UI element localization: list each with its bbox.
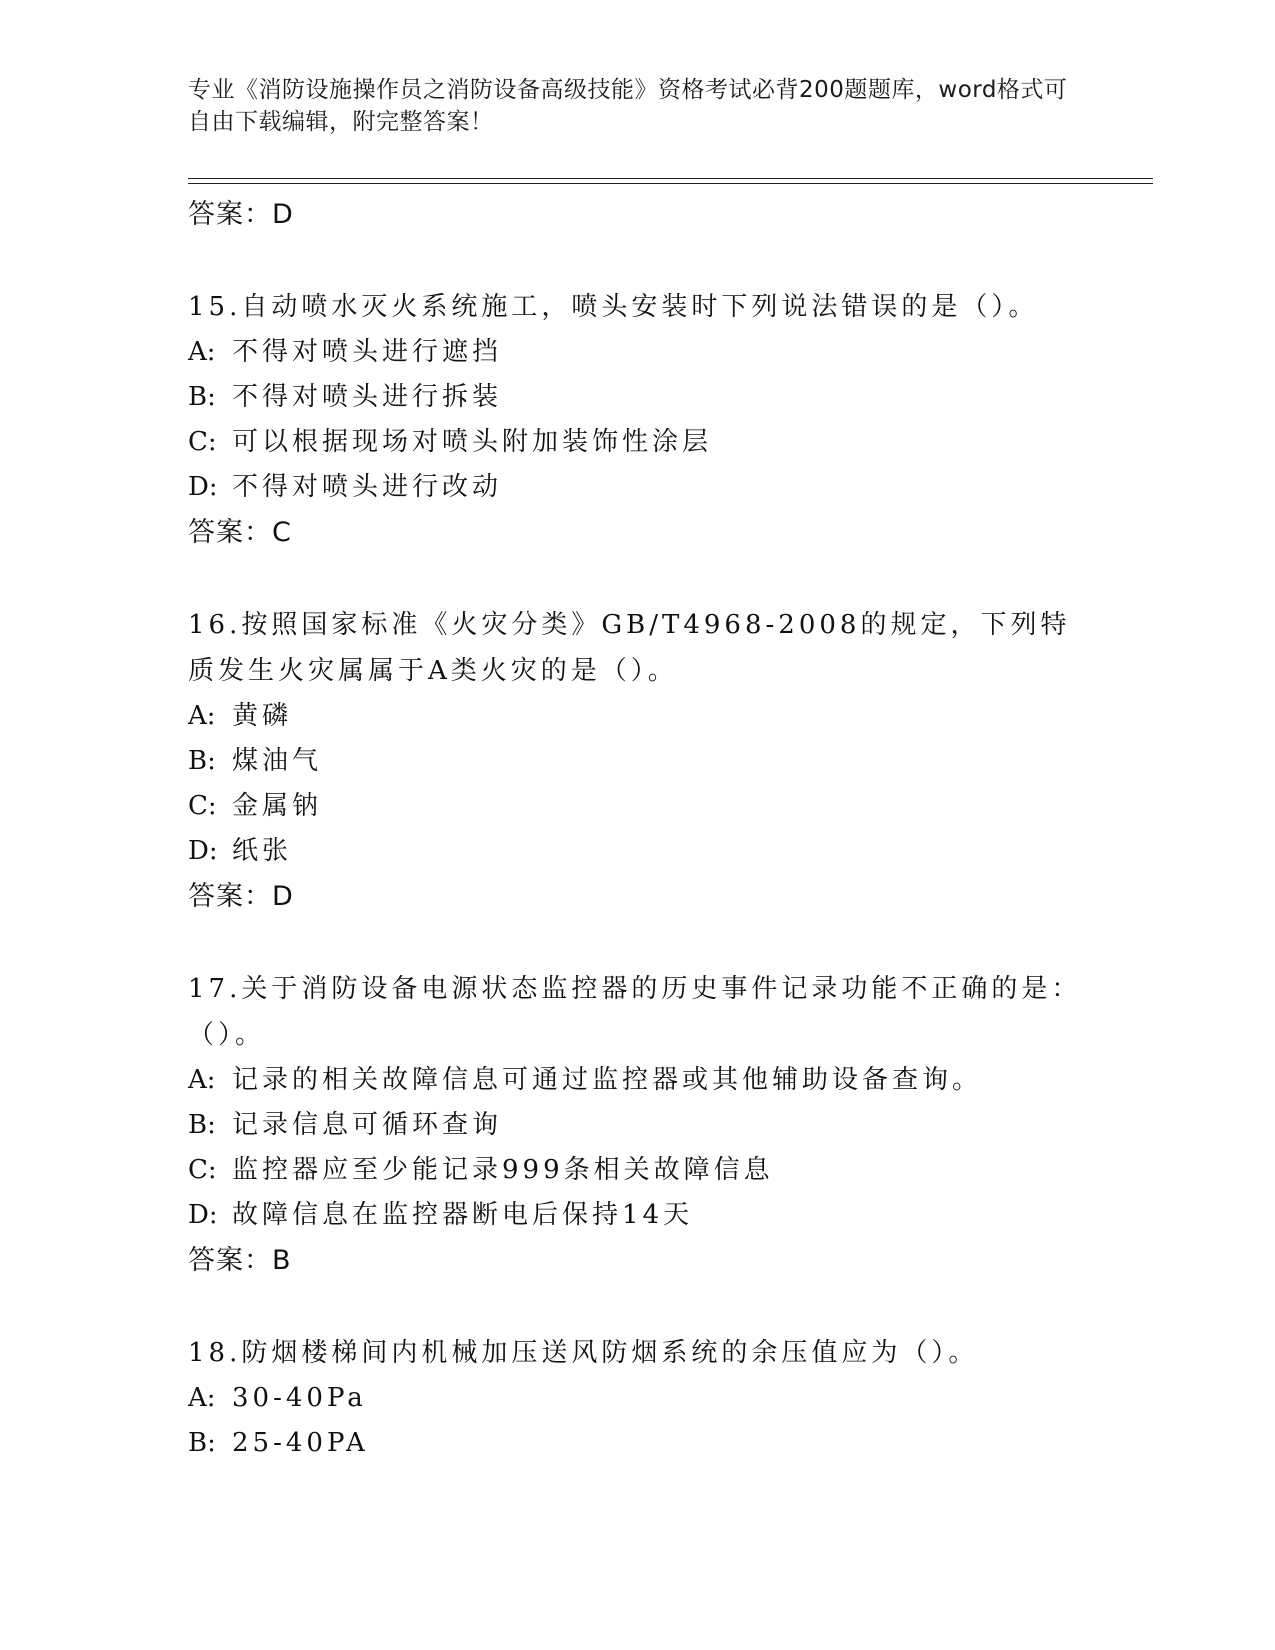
option-d — [188, 1193, 1088, 1238]
option-b — [188, 1103, 1088, 1148]
option-a — [188, 1376, 1088, 1421]
option-letter: C: — [188, 1155, 217, 1185]
document-header: 专业《消防设施操作员之消防设备高级技能》资格考试必背200题题库，word格式可自由下载编辑，附完整答案！ — [188, 77, 1068, 135]
spacer — [188, 1284, 1088, 1330]
option-letter: A: — [188, 701, 216, 731]
spacer — [188, 920, 1088, 966]
option-text: 煤油气 — [232, 746, 323, 776]
option-c — [188, 1148, 1088, 1193]
option-text: 25-40PA — [232, 1428, 369, 1458]
option-text: 黄磷 — [232, 701, 293, 731]
option-text: 记录信息可循环查询 — [232, 1110, 503, 1140]
option-text: 故障信息在监控器断电后保持14天 — [232, 1200, 694, 1230]
option-text: 30-40Pa — [232, 1383, 367, 1413]
option-letter: B: — [188, 1428, 216, 1458]
option-a — [188, 694, 1088, 739]
option-letter: A: — [188, 1065, 216, 1095]
header-divider-top — [188, 178, 1153, 179]
option-text: 金属钠 — [232, 791, 323, 821]
option-a — [188, 1058, 1088, 1103]
option-b — [188, 739, 1088, 784]
option-d — [188, 465, 1088, 510]
option-letter: D: — [188, 472, 218, 502]
spacer — [188, 556, 1088, 602]
option-a — [188, 330, 1088, 375]
answer-line: 答案：D — [188, 199, 294, 230]
answer-line: 答案：B — [188, 1245, 292, 1276]
option-letter: A: — [188, 1383, 216, 1413]
option-text: 不得对喷头进行拆装 — [232, 382, 503, 412]
option-letter: D: — [188, 1200, 218, 1230]
option-text: 不得对喷头进行改动 — [232, 472, 503, 502]
question-stem: 17.关于消防设备电源状态监控器的历史事件记录功能不正确的是：（）。 — [188, 974, 1082, 1050]
option-text: 记录的相关故障信息可通过监控器或其他辅助设备查询。 — [232, 1065, 983, 1095]
option-letter: B: — [188, 746, 216, 776]
option-c — [188, 420, 1088, 465]
option-letter: D: — [188, 836, 218, 866]
option-text: 纸张 — [232, 836, 293, 866]
option-text: 监控器应至少能记录999条相关故障信息 — [232, 1155, 774, 1185]
option-text: 不得对喷头进行遮挡 — [232, 337, 503, 367]
option-text: 可以根据现场对喷头附加装饰性涂层 — [232, 427, 713, 457]
question-stem: 18.防烟楼梯间内机械加压送风防烟系统的余压值应为（）。 — [188, 1338, 979, 1368]
question-list — [188, 192, 1088, 1466]
option-letter: B: — [188, 1110, 216, 1140]
option-letter: C: — [188, 427, 217, 457]
header-divider-bottom — [188, 183, 1153, 184]
answer-line: 答案：C — [188, 517, 292, 548]
option-letter: C: — [188, 791, 217, 821]
question-stem: 16.按照国家标准《火灾分类》GB/T4968-2008的规定，下列特质发生火灾属属于A类火灾的是（）。 — [188, 610, 1071, 686]
option-d — [188, 829, 1088, 874]
spacer — [188, 238, 1088, 284]
option-letter: B: — [188, 382, 216, 412]
option-c — [188, 784, 1088, 829]
option-letter: A: — [188, 337, 216, 367]
option-b — [188, 1421, 1088, 1466]
answer-line: 答案：D — [188, 881, 294, 912]
question-stem: 15.自动喷水灭火系统施工，喷头安装时下列说法错误的是（）。 — [188, 292, 1039, 322]
option-b — [188, 375, 1088, 420]
